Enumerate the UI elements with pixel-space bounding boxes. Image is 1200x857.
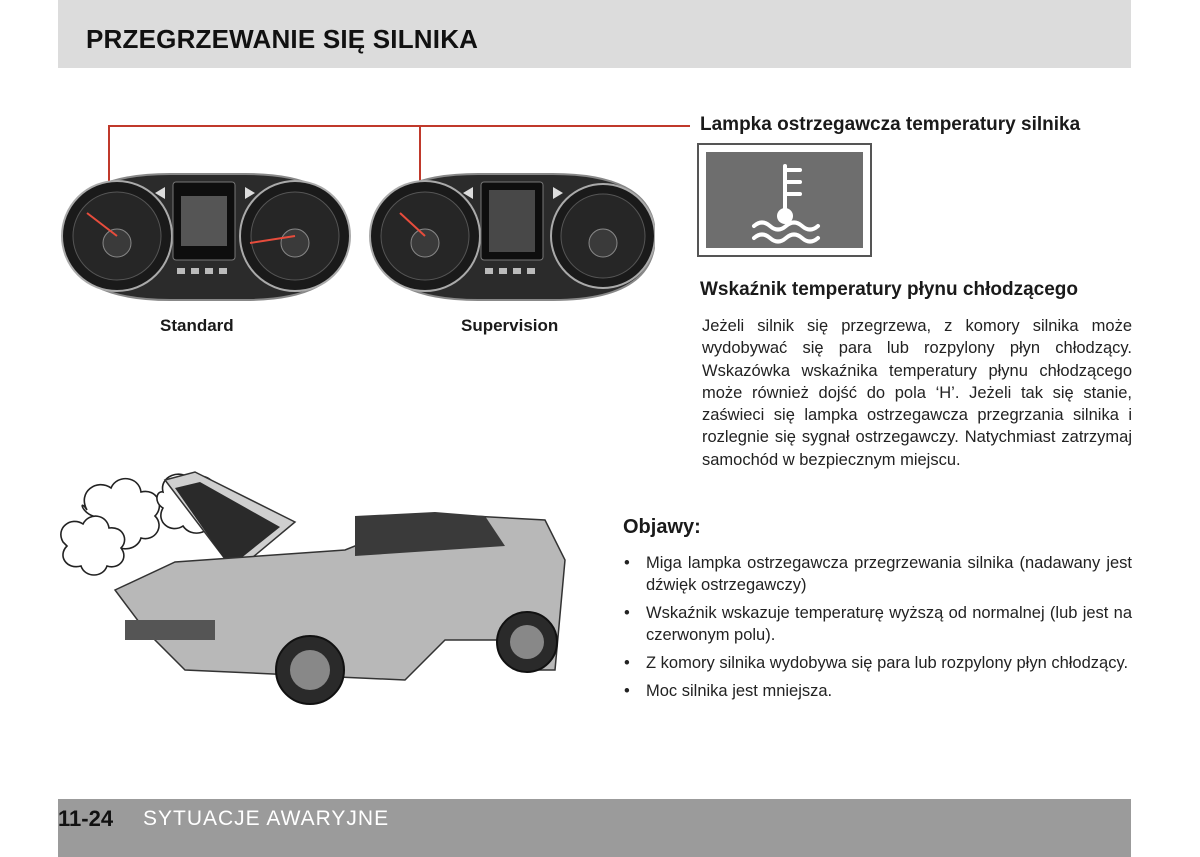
page-number: 11-24 xyxy=(58,806,114,831)
standard-cluster-label: Standard xyxy=(160,316,234,335)
page-title: PRZEGRZEWANIE SIĘ SILNIKA xyxy=(86,24,479,54)
supervision-cluster-label: Supervision xyxy=(461,316,559,335)
callout-line-horizontal xyxy=(108,125,690,127)
overheating-car-illustration xyxy=(55,470,575,710)
standard-cluster xyxy=(62,174,350,300)
list-item: • Moc silnika jest mniejsza. xyxy=(624,681,833,700)
supervision-cluster xyxy=(370,174,655,300)
gauge-description: Jeżeli silnik się przegrzewa, z komory silnika może wydobywać się para lub rozpylony płyn chłodzący. Wskazówka wskaźnika temperatury płynu chłodzącego może również dojść do pola ‘H’. Jeżeli tak się stanie, zaświeci się lampka ostrzegawcza przegrzania silnika i rozlegnie się sygnał ostrzegawczy. Natychmiast zatrzymaj samochód w bezpiecznym miejscu. xyxy=(702,317,1132,469)
warning-lamp-panel xyxy=(706,152,863,248)
symptoms-heading: Objawy: xyxy=(623,516,701,538)
list-item: • Miga lampka ostrzegawcza przegrzewania silnika (nadawany jest dźwięk ostrzegawczy) xyxy=(624,554,1132,595)
gauge-heading: Wskaźnik temperatury płynu chłodzącego xyxy=(700,279,1078,300)
list-item: • Z komory silnika wydobywa się para lub rozpylony płyn chłodzący. xyxy=(624,654,1129,673)
symptoms-list xyxy=(624,552,1132,708)
instrument-clusters-illustration xyxy=(55,168,655,303)
warning-lamp-heading: Lampka ostrzegawcza temperatury silnika xyxy=(700,114,1081,135)
coolant-temperature-warning-icon xyxy=(706,152,863,248)
section-name: SYTUACJE AWARYJNE xyxy=(143,807,390,830)
warning-lamp-frame xyxy=(697,143,872,257)
list-item: • Wskaźnik wskazuje temperaturę wyższą od normalnej (lub jest na czerwonym polu). xyxy=(624,604,1132,645)
